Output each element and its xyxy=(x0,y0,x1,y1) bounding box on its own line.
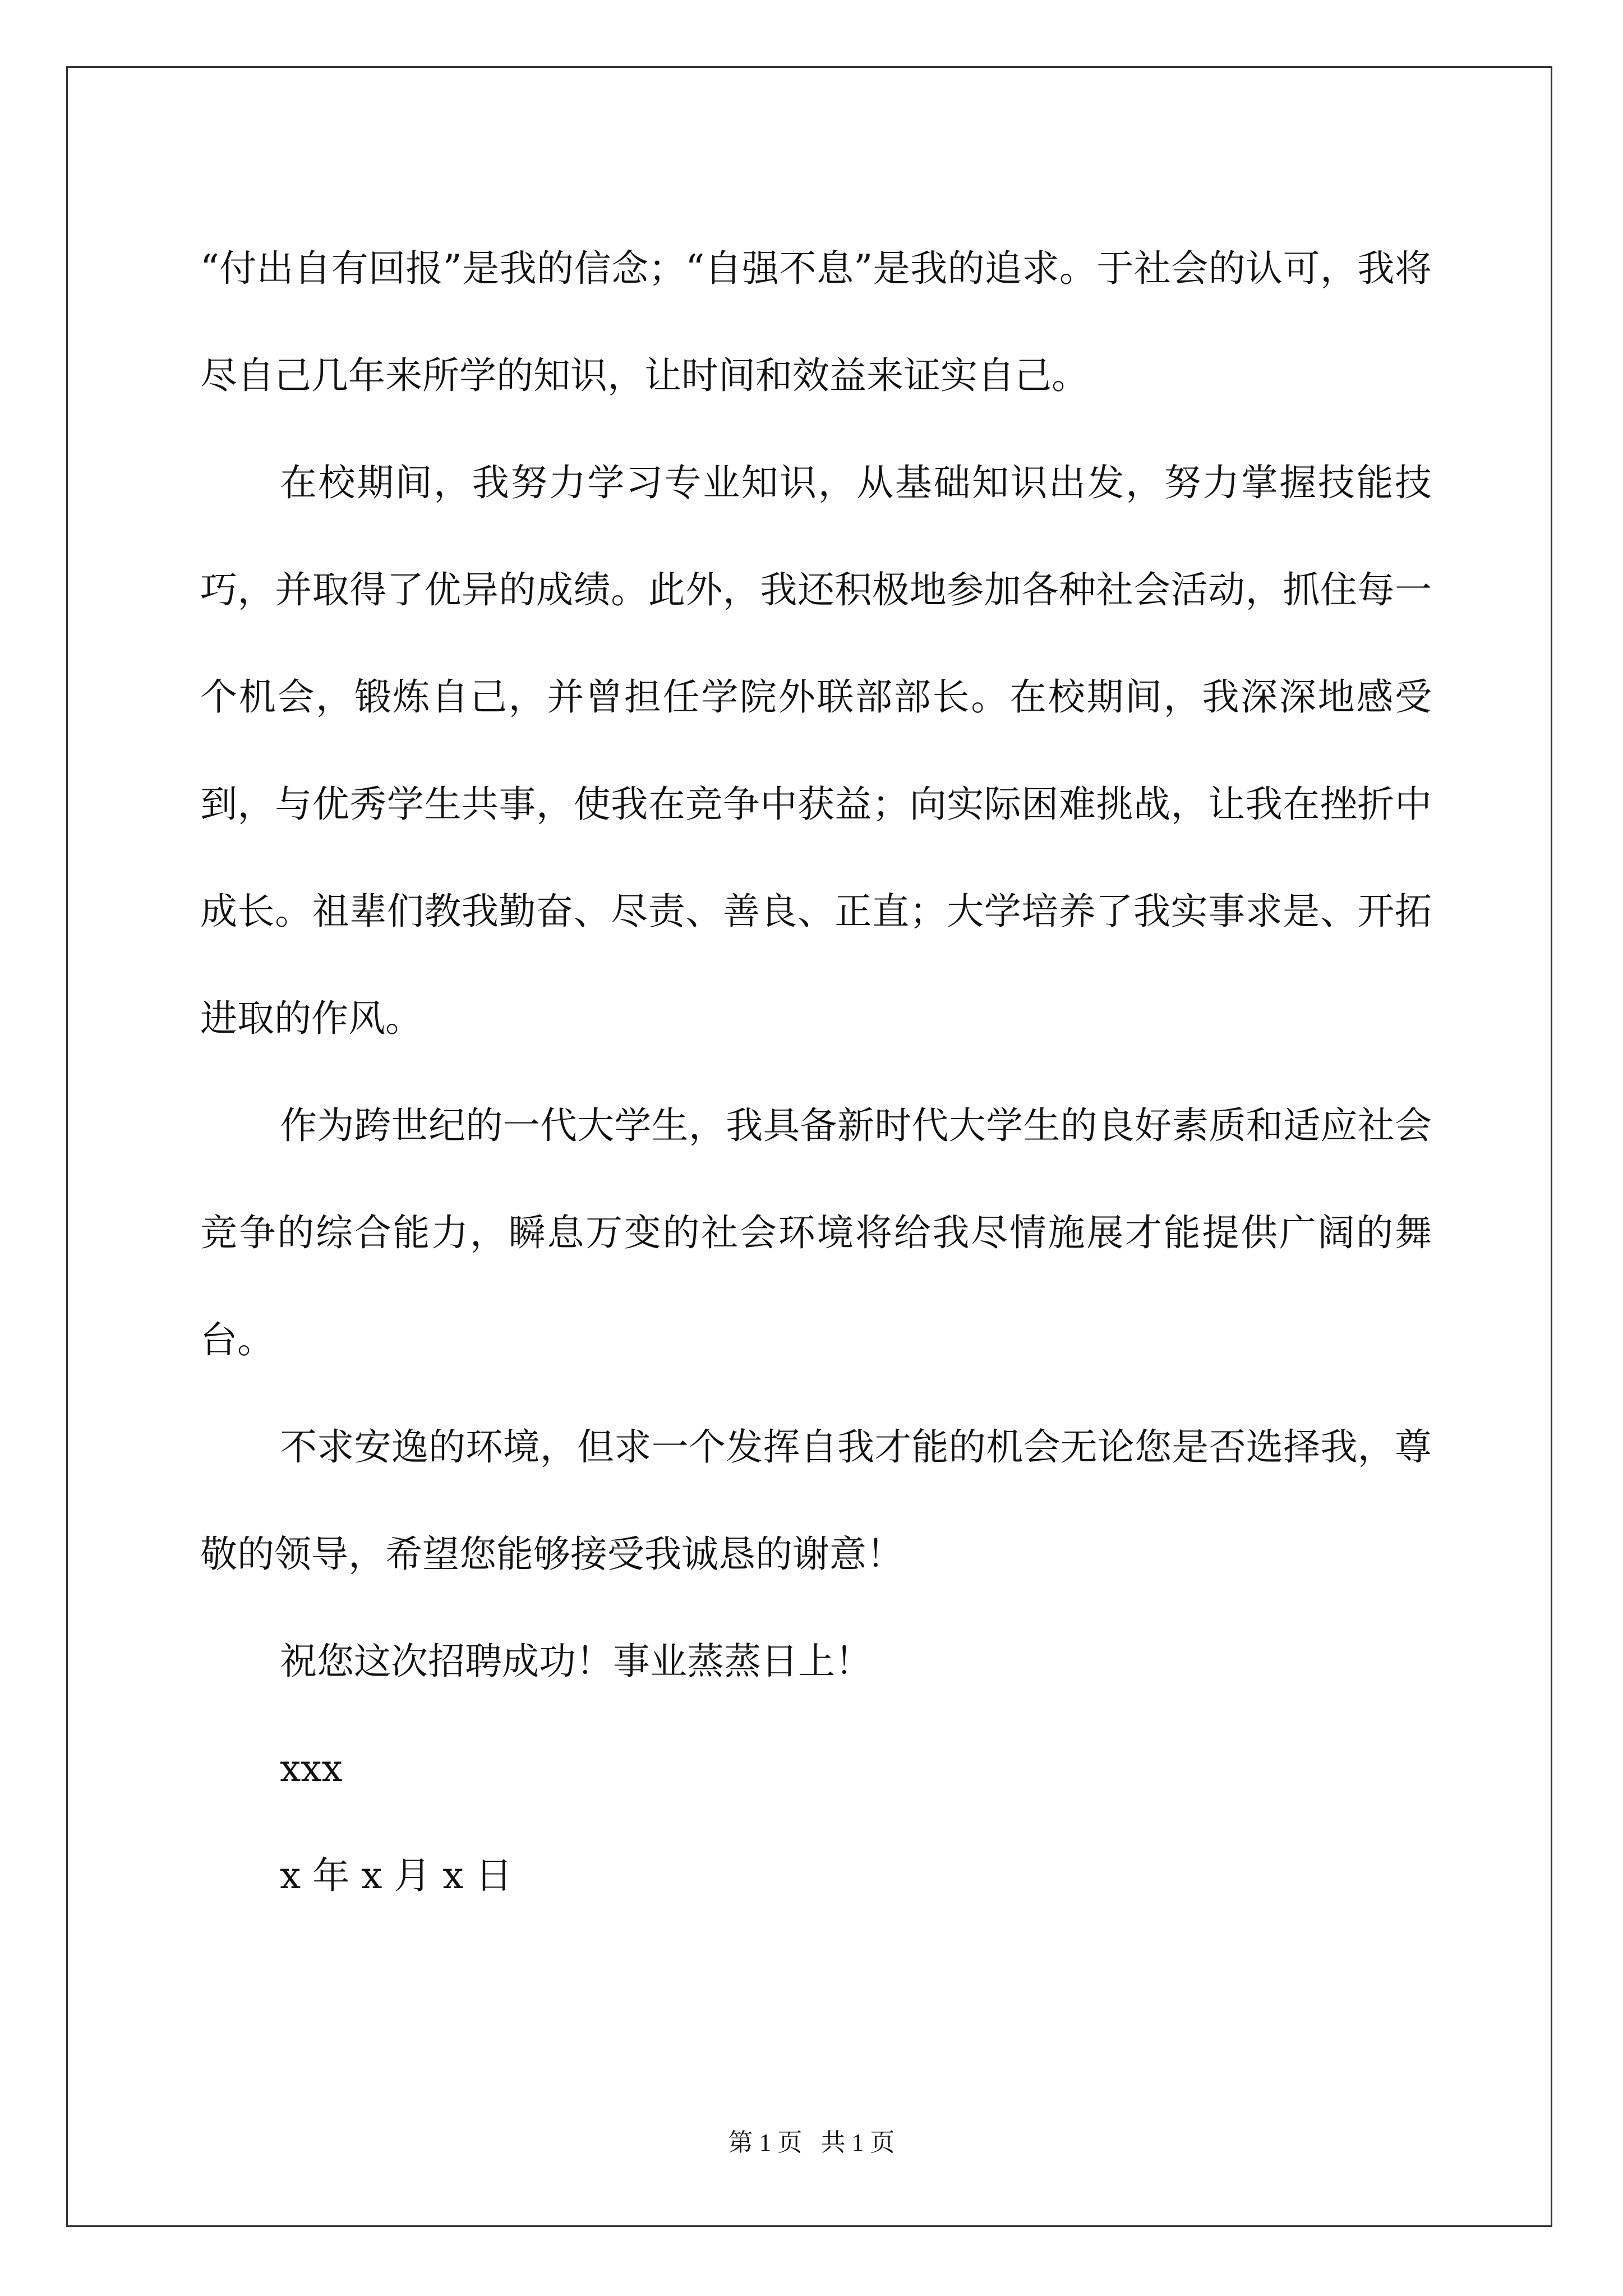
document-body xyxy=(200,215,1432,1929)
paragraph-4: 不求安逸的环境，但求一个发挥自我才能的机会无论您是否选择我，尊敬的领导，希望您能够接受我诚恳的谢意！ xyxy=(200,1425,1432,1576)
page-footer xyxy=(0,2126,1623,2160)
signature: xxx xyxy=(280,1747,343,1790)
page-number: 第 1 页 xyxy=(728,2129,803,2156)
paragraph-3: 作为跨世纪的一代大学生，我具备新时代大学生的良好素质和适应社会竞争的综合能力，瞬息万变的社会环境将给我尽情施展才能提供广阔的舞台。 xyxy=(200,1104,1432,1361)
closing-wish: 祝您这次招聘成功！事业蒸蒸日上！ xyxy=(280,1640,872,1683)
date-line: x 年 x 月 x 日 xyxy=(280,1854,513,1897)
page-total: 共 1 页 xyxy=(820,2129,895,2156)
paragraph-2: 在校期间，我努力学习专业知识，从基础知识出发，努力掌握技能技巧，并取得了优异的成绩。此外，我还积极地参加各种社会活动，抓住每一个机会，锻炼自己，并曾担任学院外联部部长。在校期间，我深深地感受到，与优秀学生共事，使我在竞争中获益；向实际困难挑战，让我在挫折中成长。祖辈们教我勤奋、尽责、善良、正直；大学培养了我实事求是、开拓进取的作风。 xyxy=(200,461,1432,1040)
paragraph-1: “付出自有回报”是我的信念；“自强不息”是我的追求。于社会的认可，我将尽自己几年来所学的知识，让时间和效益来证实自己。 xyxy=(200,247,1432,397)
